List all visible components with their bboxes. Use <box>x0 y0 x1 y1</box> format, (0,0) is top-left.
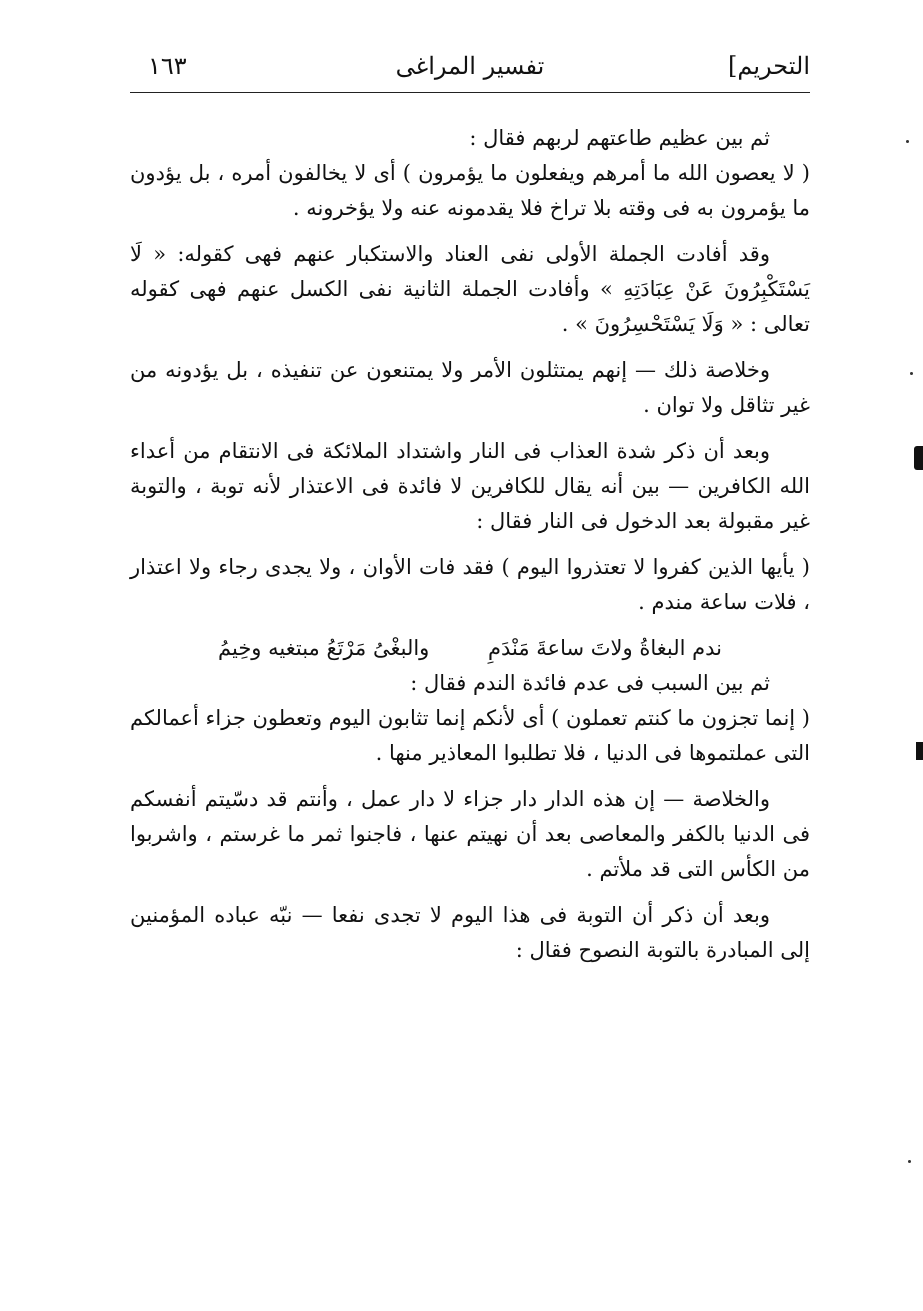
scan-speck <box>906 140 909 143</box>
poetry-verse <box>130 631 810 666</box>
paragraph: ( لا يعصون الله ما أمرهم ويفعلون ما يؤمرون ) أى لا يخالفون أمره ، بل يؤدون ما يؤمرون به فى وقته بلا تراخ فلا يقدمونه عنه ولا يؤخرونه . <box>130 161 810 220</box>
verse-second-hemistich: والبغْىُ مَرْتَعُ مبتغيه وخِيمُ <box>218 636 430 660</box>
paragraph: ثم بين عظيم طاعتهم لربهم فقال : <box>469 126 770 150</box>
paragraph: ثم بين السبب فى عدم فائدة الندم فقال : <box>410 671 770 695</box>
page-header <box>130 40 810 93</box>
book-title: تفسير المراغى <box>395 52 545 80</box>
verse-first-hemistich: ندم البغاةُ ولاتَ ساعةَ مَنْدَمِ <box>488 636 722 660</box>
scan-edge-mark <box>916 742 923 760</box>
paragraph: والخلاصة — إن هذه الدار دار جزاء لا دار عمل ، وأنتم قد دسّيتم أنفسكم فى الدنيا بالكفر والمعاصى بعد أن نهيتم عنها ، فاجنوا ثمر ما غرستم ، واشربوا من الكأس التى قد ملأتم . <box>130 787 810 881</box>
paragraph: وبعد أن ذكر أن التوبة فى هذا اليوم لا تجدى نفعا — نبّه عباده المؤمنين إلى المبادرة بالتوبة النصوح فقال : <box>130 903 810 962</box>
scan-speck <box>910 372 913 375</box>
paragraph: ( يأيها الذين كفروا لا تعتذروا اليوم ) فقد فات الأوان ، ولا يجدى رجاء ولا اعتذار ، فلات ساعة مندم . <box>130 555 810 614</box>
scan-edge-mark <box>914 446 923 470</box>
paragraph: وبعد أن ذكر شدة العذاب فى النار واشتداد الملائكة فى الانتقام من أعداء الله الكافرين — بين أنه يقال للكافرين لا فائدة فى الاعتذار لأنه توبة ، والتوبة غير مقبولة بعد الدخول فى النار فقال : <box>130 439 810 533</box>
page-number: ١٦٣ <box>148 52 187 80</box>
body-text <box>130 121 810 968</box>
book-page <box>130 40 810 1280</box>
paragraph: وقد أفادت الجملة الأولى نفى العناد والاستكبار عنهم فهى كقوله: « لَا يَسْتَكْبِرُونَ عَنْ عِبَادَتِهِ » وأفادت الجملة الثانية نفى الكسل عنهم فهى كقوله تعالى : « وَلَا يَسْتَحْسِرُونَ » . <box>130 242 810 336</box>
surah-name: التحريم] <box>728 52 810 80</box>
paragraph: ( إنما تجزون ما كنتم تعملون ) أى لأنكم إنما تثابون اليوم وتعطون جزاء أعمالكم التى عملتموها فى الدنيا ، فلا تطلبوا المعاذير منها . <box>129 706 810 765</box>
scan-speck <box>908 1160 911 1163</box>
paragraph: وخلاصة ذلك — إنهم يمتثلون الأمر ولا يمتنعون عن تنفيذه ، بل يؤدونه من غير تثاقل ولا توان . <box>130 358 810 417</box>
